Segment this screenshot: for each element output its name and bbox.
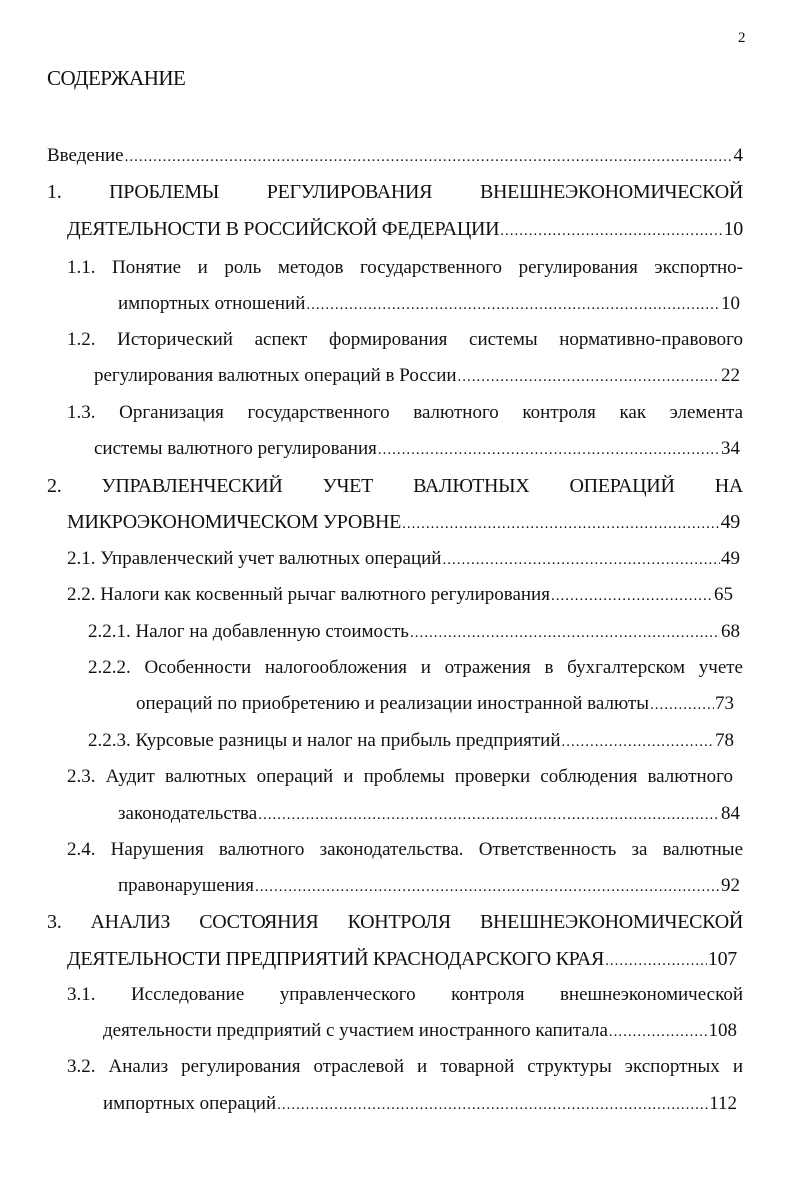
toc-entry-2-2-2-continuation[interactable]: [136, 690, 734, 718]
toc-entry-title: деятельности предприятий с участием иностранного капитала: [103, 1020, 608, 1041]
toc-entry-page: 108: [708, 1020, 737, 1041]
toc-section-1-title[interactable]: 1. ПРОБЛЕМЫ РЕГУЛИРОВАНИЯ ВНЕШНЕЭКОНОМИЧЕСКОЙ: [47, 181, 743, 203]
toc-entry-page: 73: [715, 693, 734, 714]
toc-entry-title: операций по приобретению и реализации иностранной валюты: [136, 693, 649, 714]
toc-entry-2-4-continuation[interactable]: [118, 872, 740, 900]
toc-entry-3-2[interactable]: 3.2. Анализ регулирования отраслевой и товарной структуры экспортных и: [67, 1056, 743, 1077]
toc-entry-2-2-3[interactable]: [88, 727, 734, 755]
toc-entry-page: 84: [721, 803, 740, 824]
page-title: СОДЕРЖАНИЕ: [47, 66, 186, 90]
toc-entry-intro[interactable]: [47, 142, 743, 170]
toc-entry-2-2-2[interactable]: 2.2.2. Особенности налогообложения и отражения в бухгалтерском учете: [88, 657, 743, 678]
toc-entry-title: законодательства: [118, 803, 258, 824]
toc-entry-page: 49: [720, 511, 740, 533]
dot-leader: [650, 691, 714, 718]
toc-entry-2-3-continuation[interactable]: [118, 800, 740, 828]
toc-entry-title: системы валютного регулирования: [94, 438, 377, 459]
toc-entry-1-2-continuation[interactable]: [94, 362, 740, 390]
dot-leader: [605, 947, 707, 973]
toc-entry-title: регулирования валютных операций в России: [94, 365, 457, 386]
toc-entry-page: 112: [709, 1093, 737, 1114]
dot-leader: [410, 619, 720, 646]
toc-entry-title: МИКРОЭКОНОМИЧЕСКОМ УРОВНЕ: [67, 511, 402, 533]
toc-entry-title: ДЕЯТЕЛЬНОСТИ ПРЕДПРИЯТИЙ КРАСНОДАРСКОГО КРАЯ: [67, 948, 605, 970]
toc-entry-2-3[interactable]: 2.3. Аудит валютных операций и проблемы проверки соблюдения валютного: [67, 766, 733, 787]
toc-entry-1-3-continuation[interactable]: [94, 435, 740, 463]
toc-entry-page: 65: [714, 584, 733, 605]
dot-leader: [458, 363, 720, 390]
dot-leader: [125, 143, 733, 170]
dot-leader: [402, 510, 720, 536]
toc-entry-title: импортных отношений: [118, 293, 306, 314]
toc-entry-3-1-continuation[interactable]: [103, 1017, 737, 1045]
toc-entry-2-2[interactable]: [67, 581, 733, 609]
toc-entry-page: 49: [721, 548, 740, 569]
toc-entry-page: 10: [723, 218, 743, 240]
toc-entry-1-1[interactable]: 1.1. Понятие и роль методов государственного регулирования экспортно-: [67, 257, 743, 278]
toc-entry-page: 22: [721, 365, 740, 386]
toc-section-2-continuation[interactable]: [67, 508, 740, 536]
toc-section-1-continuation[interactable]: [67, 215, 743, 243]
dot-leader: [562, 728, 714, 755]
dot-leader: [378, 436, 720, 463]
toc-entry-page: 92: [721, 875, 740, 896]
dot-leader: [500, 217, 722, 243]
toc-entry-page: 107: [707, 948, 737, 970]
toc-section-3-continuation[interactable]: [67, 945, 737, 973]
toc-entry-title: 2.1. Управленческий учет валютных операций: [67, 548, 442, 569]
dot-leader: [306, 291, 720, 318]
dot-leader: [551, 582, 713, 609]
dot-leader: [442, 546, 720, 573]
toc-entry-title: Введение: [47, 145, 124, 166]
toc-entry-page: 10: [721, 293, 740, 314]
toc-entry-title: правонарушения: [118, 875, 254, 896]
toc-entry-2-2-1[interactable]: [88, 618, 740, 646]
dot-leader: [258, 801, 720, 828]
toc-entry-2-4[interactable]: 2.4. Нарушения валютного законодательства. Ответственность за валютные: [67, 839, 743, 860]
toc-entry-title: 2.2.1. Налог на добавленную стоимость: [88, 621, 409, 642]
dot-leader: [609, 1018, 708, 1045]
toc-entry-title: импортных операций: [103, 1093, 277, 1114]
toc-entry-page: 4: [733, 145, 743, 166]
page-number: 2: [738, 30, 746, 46]
toc-entry-2-1[interactable]: [67, 545, 740, 573]
toc-entry-3-2-continuation[interactable]: [103, 1090, 737, 1118]
toc-entry-1-3[interactable]: 1.3. Организация государственного валютного контроля как элемента: [67, 402, 743, 423]
toc-entry-page: 78: [715, 730, 734, 751]
toc-entry-title: ДЕЯТЕЛЬНОСТИ В РОССИЙСКОЙ ФЕДЕРАЦИИ: [67, 218, 500, 240]
toc-section-2-title[interactable]: 2. УПРАВЛЕНЧЕСКИЙ УЧЕТ ВАЛЮТНЫХ ОПЕРАЦИЙ НА: [47, 475, 743, 497]
toc-entry-page: 68: [721, 621, 740, 642]
toc-entry-title: 2.2.3. Курсовые разницы и налог на прибыль предприятий: [88, 730, 561, 751]
toc-entry-1-1-continuation[interactable]: [118, 290, 740, 318]
dot-leader: [255, 873, 720, 900]
toc-entry-1-2[interactable]: 1.2. Исторический аспект формирования системы нормативно-правового: [67, 329, 743, 350]
toc-entry-title: 2.2. Налоги как косвенный рычаг валютного регулирования: [67, 584, 550, 605]
toc-entry-page: 34: [721, 438, 740, 459]
toc-entry-3-1[interactable]: 3.1. Исследование управленческого контроля внешнеэкономической: [67, 984, 743, 1005]
dot-leader: [277, 1091, 708, 1118]
toc-section-3-title[interactable]: 3. АНАЛИЗ СОСТОЯНИЯ КОНТРОЛЯ ВНЕШНЕЭКОНОМИЧЕСКОЙ: [47, 911, 743, 933]
